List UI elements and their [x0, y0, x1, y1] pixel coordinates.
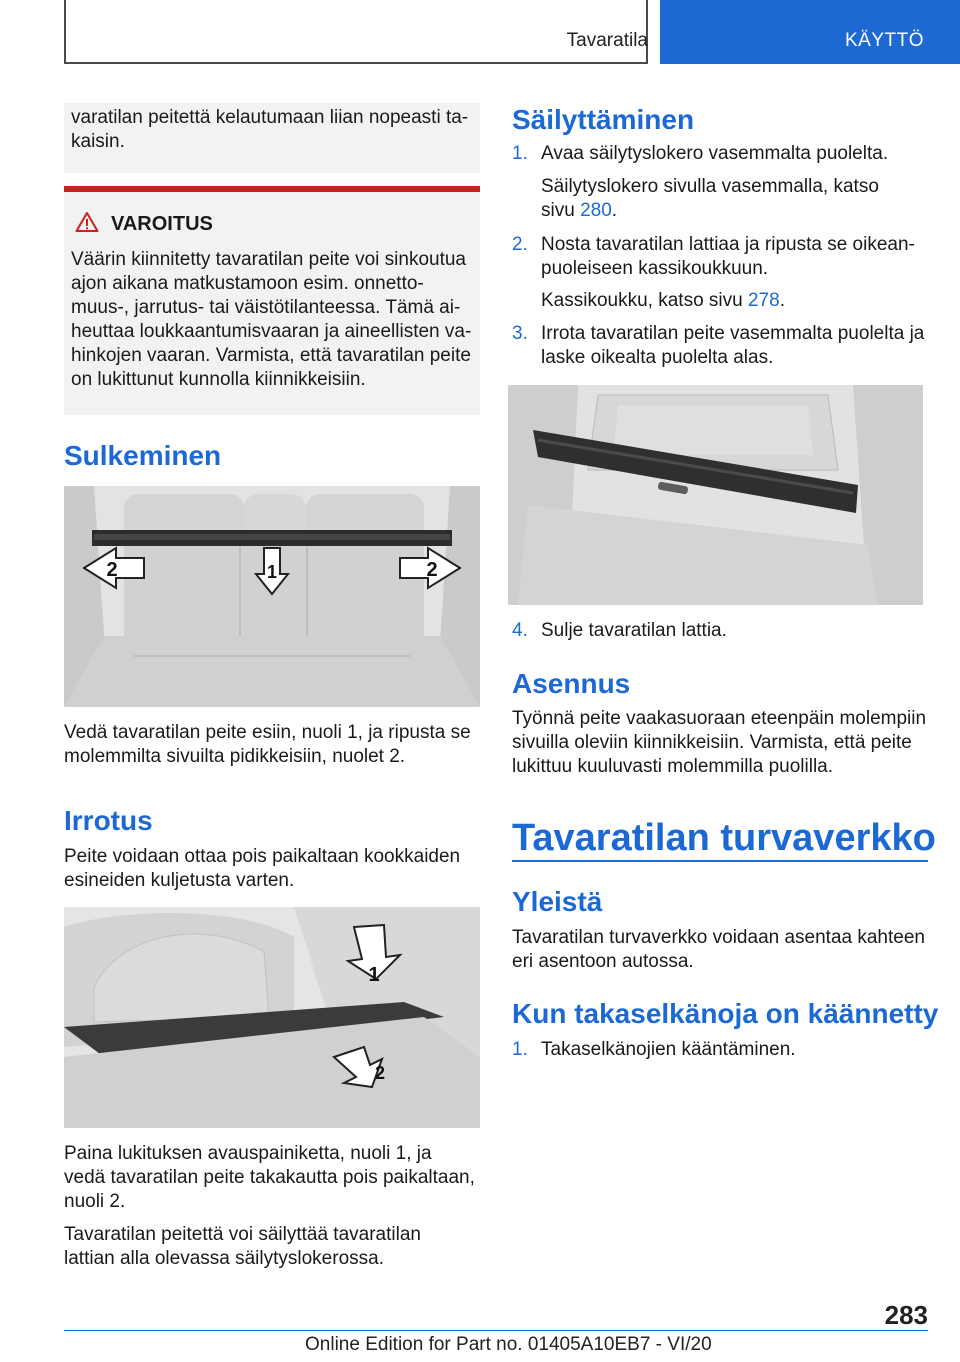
step-text: Irrota tavaratilan peite vasemmalta puolelta ja laske oikealta puolelta alas.	[541, 323, 925, 368]
note-period: .	[611, 200, 618, 221]
footer-rule	[64, 1330, 928, 1331]
heading-general: Yleistä	[512, 886, 603, 917]
heading-install: Asennus	[512, 668, 631, 699]
removal-caption-1: Paina lukituksen avauspainiketta, nuoli 1, ja vedä tavaratilan peite takakautta pois paikaltaan, nuoli 2.	[64, 1143, 475, 1212]
step-text: Takaselkänojien kääntäminen.	[541, 1039, 796, 1060]
step-number: 1.	[512, 143, 528, 164]
continued-note-text: varatilan peitettä kelautumaan liian nopeasti ta-kaisin.	[71, 107, 469, 152]
header-frame	[64, 0, 648, 64]
removal-caption-2: Tavaratilan peitettä voi säilyttää tavaratilan lattian alla olevassa säilytyslokerossa.	[64, 1224, 421, 1269]
page-link-280[interactable]: 280	[580, 200, 612, 221]
closing-arrow-label-center: 1	[266, 562, 278, 582]
step-number: 2.	[512, 234, 528, 255]
header-chapter-title: KÄYTTÖ	[845, 30, 925, 51]
page-number: 283	[884, 1300, 928, 1330]
page-link-278[interactable]: 278	[747, 290, 780, 311]
warning-title: VAROITUS	[111, 213, 213, 235]
note-text: Säilytyslokero sivulla vasemmalla, katso sivu	[541, 176, 879, 221]
heading-removal: Irrotus	[64, 805, 153, 836]
closing-caption: Vedä tavaratilan peite esiin, nuoli 1, ja ripusta se molemmilta sivuilta pidikkeisiin, nuolet 2.	[64, 722, 471, 767]
removal-arrow-label-1: 1	[368, 964, 380, 986]
storage-illustration	[508, 385, 923, 605]
step-number: 1.	[512, 1039, 528, 1060]
header-section-title: Tavaratila	[566, 30, 648, 51]
heading-closing: Sulkeminen	[64, 440, 222, 471]
step-text: Sulje tavaratilan lattia.	[541, 620, 727, 641]
heading-storage: Säilyttäminen	[512, 104, 695, 135]
step-number: 3.	[512, 323, 528, 344]
footer-edition: Online Edition for Part no. 01405A10EB7 - VI/20	[305, 1334, 712, 1355]
section-title-safety-net: Tavaratilan turvaverkko	[512, 817, 936, 859]
step-number: 4.	[512, 620, 528, 641]
note-period: .	[779, 290, 785, 311]
closing-arrow-label-left: 2	[106, 559, 118, 581]
step-text: Nosta tavaratilan lattiaa ja ripusta se oikean-puoleiseen kassikoukkuun.	[541, 234, 915, 279]
closing-arrow-label-right: 2	[426, 559, 438, 581]
removal-intro: Peite voidaan ottaa pois paikaltaan kookkaiden esineiden kuljetusta varten.	[64, 846, 461, 891]
general-text: Tavaratilan turvaverkko voidaan asentaa kahteen eri asentoon autossa.	[512, 927, 925, 972]
step-text: Avaa säilytyslokero vasemmalta puolelta.	[541, 143, 889, 164]
warning-triangle-icon	[75, 211, 99, 233]
removal-arrow-label-2: 2	[374, 1063, 386, 1083]
install-text: Työnnä peite vaakasuoraan eteenpäin molempiin sivuilla oleviin kiinnikkeisiin. Varmista, että peite lukittuu kuuluvasti molemmilla puolilla.	[512, 708, 927, 777]
warning-text: Väärin kiinnitetty tavaratilan peite voi sinkoutua ajon aikana matkustamoon esim. onnetto-muus-, jarrutus- tai väistötilanteessa. Tämä ai-heuttaa loukkaantumisvaaran ja aineellisten va-hinkojen vaaran. Varmista, että tavaratilan peite on lukittunut kunnolla kiinnikkeisiin.	[71, 249, 472, 390]
note-text: Kassikoukku, katso sivu	[541, 290, 748, 311]
section-title-rule	[512, 860, 928, 862]
storage-step-2-note	[541, 289, 921, 313]
storage-step-1-note	[541, 175, 901, 223]
closing-illustration	[64, 486, 480, 707]
removal-illustration	[64, 907, 480, 1128]
heading-folded: Kun takaselkänoja on käännetty	[512, 998, 939, 1029]
